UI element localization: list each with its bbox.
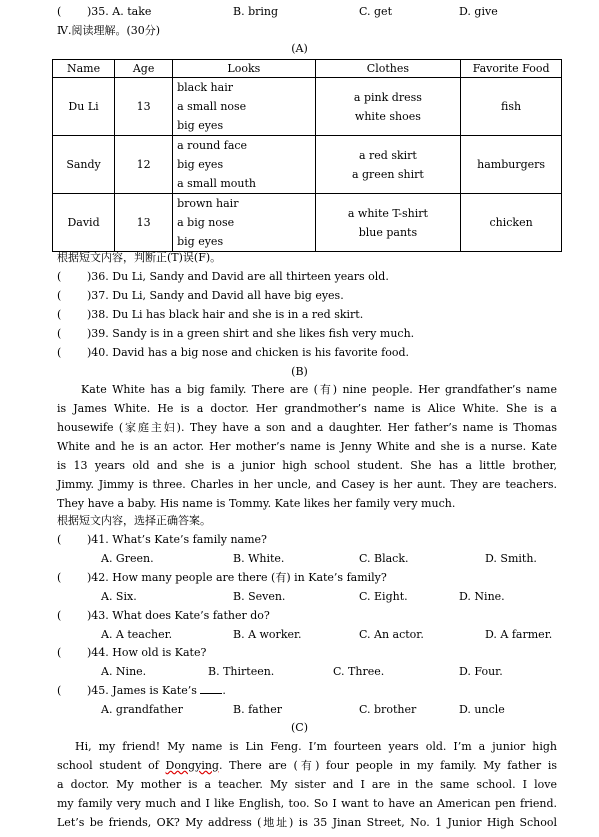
cell-food: chicken (461, 194, 562, 252)
option-d[interactable]: D. uncle (459, 703, 505, 716)
answer-blank[interactable] (200, 683, 222, 694)
part-b-label: (B) (291, 365, 308, 378)
answer-paren[interactable]: ( (57, 270, 62, 283)
cell-food: hamburgers (461, 136, 562, 194)
clothes-item: blue pants (358, 225, 418, 239)
option-b[interactable]: B. A worker. (233, 628, 302, 641)
looks-item: black hair (177, 81, 233, 94)
option-a[interactable]: A. Green. (101, 552, 154, 565)
question-text: Du Li has black hair and she is in a red skirt. (112, 308, 364, 321)
option-c[interactable]: C. brother (359, 703, 417, 716)
answer-paren[interactable]: ( (57, 533, 62, 546)
option-b[interactable]: B. father (233, 703, 282, 716)
option-a[interactable]: A. Six. (101, 590, 137, 603)
table-row (53, 78, 562, 136)
question-text: David has a big nose and chicken is his favorite food. (112, 346, 410, 359)
option-b[interactable]: B. Thirteen. (208, 665, 275, 678)
cell-looks (173, 194, 316, 252)
clothes-item: white shoes (354, 109, 421, 123)
option-d[interactable]: D. Smith. (485, 552, 537, 565)
answer-paren[interactable]: ( (57, 646, 62, 659)
info-table (52, 59, 562, 252)
mc-question-43 (57, 608, 270, 624)
tf-instruction: 根据短文内容，判断正(T)误(F)。 (57, 251, 222, 264)
question-text: Du Li, Sandy and David are all thirteen years old. (112, 270, 389, 283)
option-c[interactable]: C. Eight. (359, 590, 408, 603)
mc-question-42 (57, 570, 387, 586)
mc-instruction: 根据短文内容，选择正确答案。 (57, 514, 211, 527)
option-b[interactable]: B. White. (233, 552, 285, 565)
passage-line: White and he is an actor. Her mother’s name is Jenny White and she is a nurse. Kate (57, 440, 557, 453)
passage-line: Jimmy. Jimmy is three. Charles in her uncle, and Casey is her aunt. They are teachers. (57, 478, 557, 491)
question-number: )36. (87, 270, 109, 283)
table-row (53, 194, 562, 252)
table-header-row (53, 60, 562, 78)
option-a: )35. A. take (87, 5, 152, 18)
option-c[interactable]: C. Black. (359, 552, 409, 565)
looks-item: a big nose (177, 216, 235, 229)
answer-paren[interactable]: ( (57, 609, 62, 622)
option-a[interactable]: A. Nine. (101, 665, 147, 678)
question-text: How old is Kate? (112, 646, 207, 659)
passage-line: Hi, my friend! My name is Lin Feng. I’m fourteen years old. I’m a junior high (75, 740, 557, 753)
question-number: )42. (87, 571, 109, 584)
answer-paren[interactable]: ( (57, 346, 62, 359)
cell-age: 13 (115, 78, 173, 136)
passage-line: my family very much and I like English, too. So I want to have an American pen friend. (57, 797, 557, 810)
passage-line: They have a baby. His name is Tommy. Kate likes her family very much. (57, 497, 456, 510)
option-d[interactable]: D. A farmer. (485, 628, 553, 641)
looks-item: big eyes (177, 158, 224, 171)
clothes-item: a red skirt (358, 148, 417, 162)
cell-looks (173, 136, 316, 194)
mc-question-44 (57, 645, 206, 661)
tf-question-40 (57, 345, 409, 361)
spell-flagged-word: Dongying (165, 759, 219, 772)
passage-b (57, 380, 557, 513)
question-end: . (222, 684, 226, 697)
passage-line: a doctor. My mother is a teacher. My sister and I are in the same school. I love (57, 778, 557, 791)
cell-clothes (315, 194, 461, 252)
cell-name: David (53, 194, 115, 252)
looks-item: brown hair (177, 197, 239, 210)
tf-question-39 (57, 326, 414, 342)
passage-fragment: school student of (57, 759, 159, 772)
header-food: Favorite Food (461, 60, 562, 78)
mc-question-41 (57, 532, 267, 548)
passage-line (57, 756, 557, 775)
cell-age: 12 (115, 136, 173, 194)
answer-paren: ( (57, 5, 62, 18)
question-number: )37. (87, 289, 109, 302)
tf-question-38 (57, 307, 363, 323)
clothes-item: a white T-shirt (347, 206, 428, 220)
answer-paren[interactable]: ( (57, 684, 62, 697)
passage-line: Kate White has a big family. There are (有) nine people. Her grandfather’s name (81, 383, 557, 396)
cell-looks (173, 78, 316, 136)
question-35 (57, 4, 151, 20)
table-row (53, 136, 562, 194)
looks-item: a small mouth (177, 177, 256, 190)
cell-food: fish (461, 78, 562, 136)
cell-age: 13 (115, 194, 173, 252)
question-number: )45. (87, 684, 109, 697)
answer-paren[interactable]: ( (57, 571, 62, 584)
answer-paren[interactable]: ( (57, 327, 62, 340)
question-number: )38. (87, 308, 109, 321)
question-text: What’s Kate’s family name? (112, 533, 267, 546)
option-d[interactable]: D. Four. (459, 665, 503, 678)
part-a-label: (A) (291, 42, 308, 55)
passage-fragment: . There are (有) four people in my family. My father is (218, 759, 558, 772)
header-age: Age (115, 60, 173, 78)
passage-line: is James White. He is a doctor. Her grandmother’s name is Alice White. She is a (57, 402, 557, 415)
header-looks: Looks (173, 60, 316, 78)
cell-name: Sandy (53, 136, 115, 194)
option-c: C. get (359, 5, 392, 18)
option-b: B. bring (233, 5, 279, 18)
question-number: )41. (87, 533, 109, 546)
tf-question-36 (57, 269, 389, 285)
question-number: )44. (87, 646, 109, 659)
looks-item: a small nose (177, 100, 247, 113)
option-a[interactable]: A. grandfather (101, 703, 183, 716)
question-text: How many people are there (有) in Kate’s family? (112, 571, 387, 584)
tf-question-37 (57, 288, 344, 304)
option-d[interactable]: D. Nine. (459, 590, 505, 603)
question-number: )43. (87, 609, 109, 622)
question-number: )40. (87, 346, 109, 359)
option-b[interactable]: B. Seven. (233, 590, 286, 603)
option-c[interactable]: C. An actor. (359, 628, 424, 641)
question-text: Sandy is in a green shirt and she likes fish very much. (112, 327, 415, 340)
answer-paren[interactable]: ( (57, 308, 62, 321)
option-a[interactable]: A. A teacher. (101, 628, 173, 641)
cell-clothes (315, 136, 461, 194)
looks-item: big eyes (177, 235, 224, 248)
cell-name: Du Li (53, 78, 115, 136)
question-number: )39. (87, 327, 109, 340)
option-d: D. give (459, 5, 498, 18)
answer-paren[interactable]: ( (57, 289, 62, 302)
section-title: Ⅳ.阅读理解。(30分) (57, 24, 161, 37)
clothes-item: a pink dress (353, 90, 422, 104)
header-clothes: Clothes (315, 60, 461, 78)
looks-item: big eyes (177, 119, 224, 132)
header-name: Name (53, 60, 115, 78)
passage-line: Let’s be friends, OK? My address (地址) is 35 Jinan Street, No. 1 Junior High School (57, 816, 557, 829)
cell-clothes (315, 78, 461, 136)
question-text: Du Li, Sandy and David all have big eyes. (112, 289, 344, 302)
clothes-item: a green shirt (351, 167, 424, 181)
part-c-label: (C) (291, 721, 308, 734)
passage-c (57, 737, 557, 832)
option-c[interactable]: C. Three. (333, 665, 385, 678)
passage-line: is 13 years old and she is a junior high school student. She has a little brother, (57, 459, 557, 472)
question-text: James is Kate’s (112, 684, 197, 697)
mc-question-45 (57, 683, 226, 699)
question-text: What does Kate’s father do? (112, 609, 270, 622)
passage-line: housewife (家庭主妇). They have a son and a daughter. Her father’s name is Thomas (57, 421, 557, 434)
looks-item: a round face (177, 139, 248, 152)
